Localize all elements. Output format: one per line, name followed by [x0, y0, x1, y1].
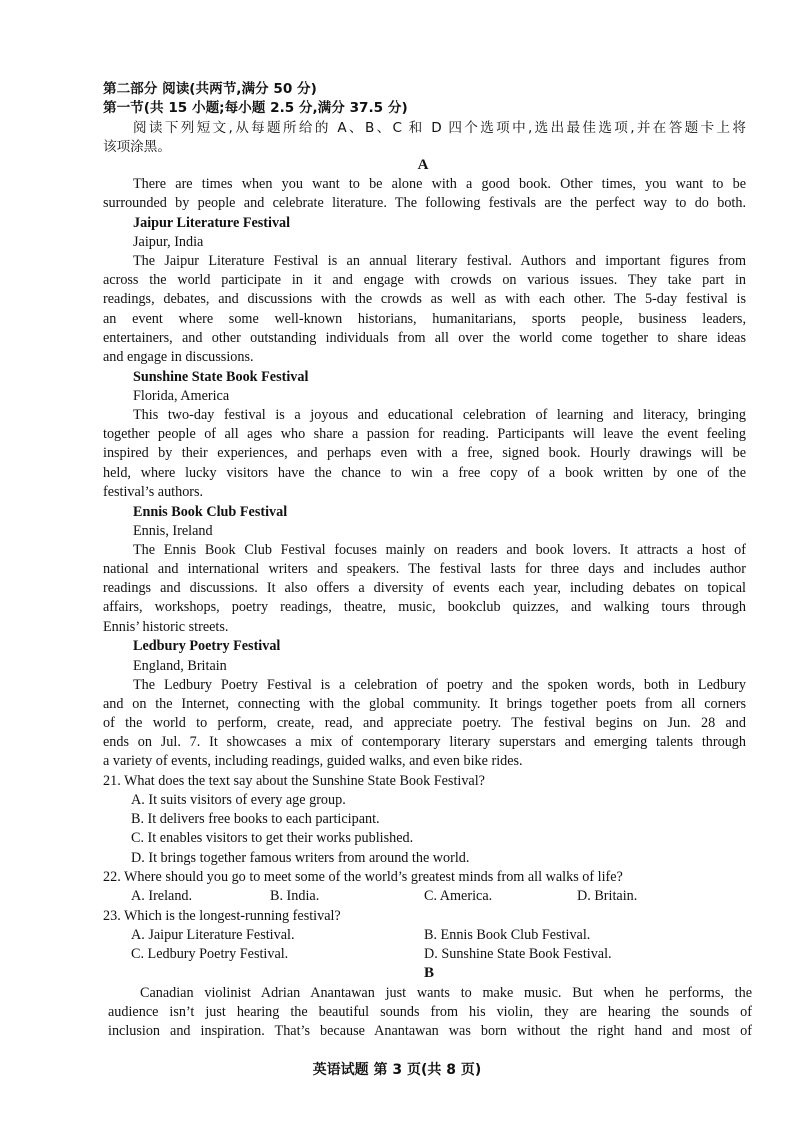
answer-option: B. Ennis Book Club Festival.: [424, 927, 591, 943]
passage-b-label: B: [423, 965, 434, 981]
festival-text-line: an event where some well-known historians, humanitarians, sports people, business leaders,: [103, 311, 746, 327]
festival-name: Ennis Book Club Festival: [133, 504, 288, 520]
festival-text-line: readings and discussions. It also offers a diversity of events each year, including debates on topical: [103, 580, 746, 596]
passage-b-line: inclusion and inspiration. That’s because Anantawan was born without the right hand and most of: [108, 1023, 752, 1039]
festival-text-line: across the world participate in it and engage with crowds on various issues. They take part in: [103, 272, 746, 288]
festival-text-line: affairs, workshops, poetry readings, theatre, music, bookclub quizzes, and walking tours through: [103, 599, 746, 615]
festival-location: Ennis, Ireland: [133, 523, 213, 539]
festival-location: Jaipur, India: [133, 234, 204, 250]
festival-location: England, Britain: [133, 658, 227, 674]
festival-text-line: and engage in discussions.: [103, 349, 254, 365]
festival-text-line: This two-day festival is a joyous and educational celebration of learning and literacy, bringing: [133, 407, 746, 423]
festival-text-line: Ennis’ historic streets.: [103, 619, 229, 635]
festival-location: Florida, America: [133, 388, 230, 404]
festival-text-line: held, where lucky visitors have the chance to win a free copy of a book written by one of the: [103, 465, 746, 481]
festival-text-line: a variety of events, including readings, guided walks, and even bike rides.: [103, 753, 523, 769]
instructions-line-1: 阅读下列短文,从每题所给的 A、B、C 和 D 四个选项中,选出最佳选项,并在答题卡上将: [133, 120, 746, 136]
answer-option: C. Ledbury Poetry Festival.: [131, 946, 289, 962]
question-stem: 22. Where should you go to meet some of the world’s greatest minds from all walks of life?: [103, 869, 623, 885]
answer-option: D. Sunshine State Book Festival.: [424, 946, 612, 962]
festival-text-line: of the world to perform, create, read, and appreciate poetry. The festival begins on Jun. 28 and: [103, 715, 746, 731]
answer-option: B. India.: [270, 888, 320, 904]
answer-option: C. America.: [424, 888, 493, 904]
festival-text-line: The Ennis Book Club Festival focuses mainly on readers and book lovers. It attracts a host of: [133, 542, 746, 558]
instructions-line-2: 该项涂黑。: [103, 139, 171, 155]
festival-text-line: The Ledbury Poetry Festival is a celebration of poetry and the spoken words, both in Ledbury: [133, 677, 746, 693]
passage-a-label: A: [417, 157, 429, 173]
festival-text-line: ends on Jul. 7. It showcases a mix of contemporary literary superstars and emerging talents through: [103, 734, 746, 750]
festival-text-line: entertainers, and other outstanding individuals from all over the world come together to share ideas: [103, 330, 746, 346]
answer-option: D. Britain.: [577, 888, 638, 904]
festival-text-line: inspired by their experiences, and perhaps even with a free, signed book. Hourly drawings will be: [103, 445, 746, 461]
answer-option: D. It brings together famous writers from around the world.: [131, 850, 470, 866]
festival-name: Ledbury Poetry Festival: [133, 638, 281, 654]
festival-text-line: together people of all ages who share a passion for reading. Participants will leave the event feeling: [103, 426, 746, 442]
page-footer: 英语试题 第 3 页(共 8 页): [312, 1062, 482, 1078]
question-stem: 23. Which is the longest-running festival?: [103, 908, 341, 924]
festival-name: Jaipur Literature Festival: [133, 215, 291, 231]
passage-a-intro-line: There are times when you want to be alone with a good book. Other times, you want to be: [133, 176, 746, 192]
part-heading: 第二部分 阅读(共两节,满分 50 分): [103, 81, 317, 97]
festival-text-line: and on the Internet, connecting with the global community. It brings together poets from all corners: [103, 696, 746, 712]
festival-text-line: festival’s authors.: [103, 484, 204, 500]
passage-b-line: audience isn’t just hearing the beautiful sounds from his violin, they are hearing the sounds of: [108, 1004, 752, 1020]
answer-option: A. Jaipur Literature Festival.: [131, 927, 295, 943]
passage-b-line: Canadian violinist Adrian Anantawan just wants to make music. But when he performs, the: [140, 985, 752, 1001]
festival-text-line: national and international writers and speakers. The festival lasts for three days and includes author: [103, 561, 746, 577]
question-stem: 21. What does the text say about the Sunshine State Book Festival?: [103, 773, 485, 789]
answer-option: B. It delivers free books to each participant.: [131, 811, 380, 827]
festival-name: Sunshine State Book Festival: [133, 369, 309, 385]
answer-option: A. It suits visitors of every age group.: [131, 792, 346, 808]
answer-option: C. It enables visitors to get their works published.: [131, 830, 414, 846]
answer-option: A. Ireland.: [131, 888, 193, 904]
festival-text-line: The Jaipur Literature Festival is an annual literary festival. Authors and important figures from: [133, 253, 746, 269]
section-heading: 第一节(共 15 小题;每小题 2.5 分,满分 37.5 分): [103, 100, 408, 116]
passage-a-intro-line: surrounded by people and celebrate literature. The following festivals are the perfect way to do both.: [103, 195, 746, 211]
festival-text-line: readings, debates, and discussions with the crowds as well as with each other. The 5-day festival is: [103, 291, 746, 307]
